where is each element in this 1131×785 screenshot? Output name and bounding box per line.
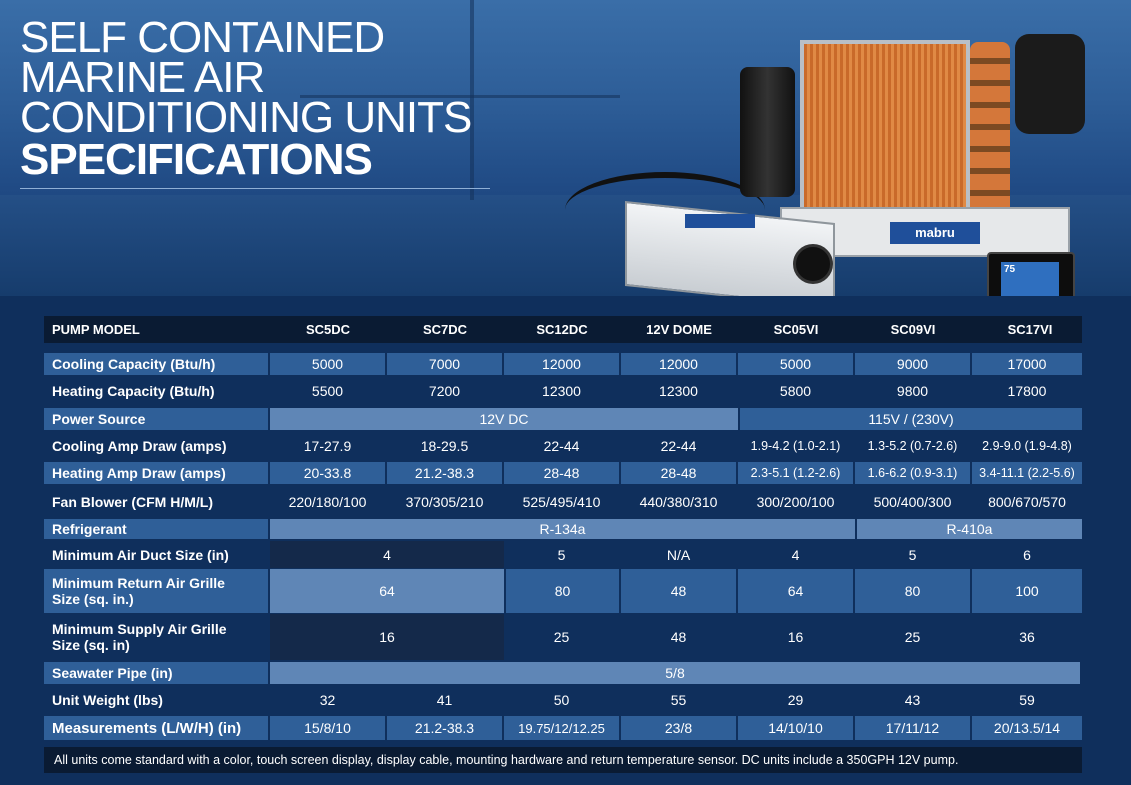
table-cell: 1.6-6.2 (0.9-3.1) [855, 462, 970, 484]
table-cell: 32 [319, 692, 336, 708]
row-label: Seawater Pipe (in) [44, 662, 268, 684]
table-cell: 6 [1023, 546, 1031, 563]
blower-motor [1015, 34, 1085, 134]
table-cell: 29 [787, 692, 804, 708]
table-cell: 28-48 [504, 462, 619, 484]
table-cell: 23/8 [621, 716, 736, 740]
table-cell: 17000 [972, 353, 1082, 375]
row-label-line: Minimum Return Air Grille [52, 575, 225, 591]
table-cell: 48 [621, 569, 736, 613]
table-cell: 9800 [896, 383, 929, 399]
table-cell-merged: 16 [270, 614, 504, 660]
specifications-table [44, 316, 1082, 737]
table-cell: 220/180/100 [288, 494, 367, 510]
table-cell: 80 [855, 569, 970, 613]
table-cell: 4 [791, 546, 800, 563]
table-cell: 500/400/300 [873, 494, 952, 510]
table-cell: 17800 [1007, 383, 1047, 399]
table-cell: 50 [553, 692, 570, 708]
table-cell: 3.4-11.1 (2.2-5.6) [972, 462, 1082, 484]
table-cell: 25 [553, 629, 570, 645]
table-row [44, 519, 1082, 539]
table-cell: 7200 [428, 383, 461, 399]
row-label: Cooling Capacity (Btu/h) [44, 353, 268, 375]
table-cell: 300/200/100 [756, 494, 835, 510]
display-screen: 75 [1001, 262, 1059, 296]
row-label: Heating Amp Draw (amps) [44, 462, 268, 484]
table-row [44, 541, 1082, 568]
table-cell: 525/495/410 [522, 494, 601, 510]
copper-coils [970, 42, 1010, 227]
model-header: SC12DC [536, 322, 588, 337]
row-label [44, 614, 268, 660]
footer-note: All units come standard with a color, touch screen display, display cable, mounting hardware and return temperature sensor. DC units include a 350GPH 12V pump. [44, 747, 1082, 773]
touch-display [987, 252, 1075, 296]
table-cell: 440/380/310 [639, 494, 718, 510]
table-row [44, 716, 1082, 740]
table-cell-merged: 4 [270, 541, 504, 568]
table-cell: 18-29.5 [420, 437, 469, 454]
table-cell: 21.2-38.3 [387, 462, 502, 484]
table-cell: 43 [904, 692, 921, 708]
table-cell: 2.3-5.1 (1.2-2.6) [738, 462, 853, 484]
title-line-1: SELF CONTAINED [20, 13, 385, 62]
table-cell: 28-48 [621, 462, 736, 484]
title-line-2: MARINE AIR [20, 53, 265, 102]
table-cell: 1.9-4.2 (1.0-2.1) [750, 438, 841, 453]
row-label: Unit Weight (lbs) [52, 692, 163, 708]
control-box-logo [685, 214, 755, 228]
model-header: 12V DOME [646, 322, 712, 337]
model-header: SC5DC [305, 322, 351, 337]
table-cell: 41 [436, 692, 453, 708]
table-row [44, 353, 1082, 375]
table-cell: 48 [670, 629, 687, 645]
table-cell: 2.9-9.0 (1.9-4.8) [982, 438, 1072, 453]
table-cell-merged: 64 [270, 569, 504, 613]
table-cell: 12300 [542, 383, 581, 399]
table-cell: 5500 [311, 383, 344, 399]
table-cell: 22-44 [543, 437, 580, 454]
row-label: Fan Blower (CFM H/M/L) [52, 494, 213, 510]
table-cell: 19.75/12/12.25 [504, 716, 619, 740]
table-cell: 17/11/12 [855, 716, 970, 740]
table-cell: 20-33.8 [270, 462, 385, 484]
table-cell: 21.2-38.3 [387, 716, 502, 740]
title-specifications: SPECIFICATIONS [20, 135, 372, 184]
table-cell-merged: 5/8 [270, 662, 1080, 684]
table-cell: 5800 [779, 383, 812, 399]
table-row [44, 488, 1082, 516]
row-label: Measurements (L/W/H) (in) [44, 716, 268, 740]
row-label: Power Source [44, 408, 268, 430]
table-cell: 7000 [387, 353, 502, 375]
table-cell: 5000 [738, 353, 853, 375]
table-cell-merged: 12V DC [270, 408, 738, 430]
table-cell-merged: R-134a [270, 519, 855, 539]
table-cell-merged: R-410a [857, 519, 1082, 539]
product-image [555, 22, 1115, 296]
title-divider [20, 188, 490, 189]
table-header [44, 316, 1082, 343]
title-line-3: CONDITIONING UNITS [20, 93, 472, 142]
table-cell: 17-27.9 [303, 437, 352, 454]
hero-banner [0, 0, 1131, 296]
row-label: Minimum Air Duct Size (in) [52, 546, 229, 563]
table-cell: 59 [1019, 692, 1035, 708]
table-cell: 12000 [504, 353, 619, 375]
model-header: SC17VI [1007, 322, 1053, 337]
row-label-line: Size (sq. in.) [52, 591, 134, 607]
table-cell: 64 [738, 569, 853, 613]
table-row [44, 686, 1082, 714]
table-row [44, 462, 1082, 484]
model-header: SC05VI [773, 322, 819, 337]
row-label-line: Minimum Supply Air Grille [52, 621, 227, 637]
table-cell: 14/10/10 [738, 716, 853, 740]
table-cell: 55 [670, 692, 687, 708]
row-label: Heating Capacity (Btu/h) [52, 383, 215, 399]
model-header: SC09VI [890, 322, 936, 337]
table-cell: 100 [972, 569, 1082, 613]
table-cell: 12000 [621, 353, 736, 375]
header-pump-model: PUMP MODEL [52, 322, 140, 337]
table-cell: 12300 [659, 383, 698, 399]
table-cell: 370/305/210 [405, 494, 484, 510]
compressor [740, 67, 795, 197]
row-label: Refrigerant [44, 519, 268, 539]
row-label-line: Size (sq. in) [52, 637, 130, 653]
table-cell: 36 [1019, 629, 1035, 645]
table-cell: 20/13.5/14 [972, 716, 1082, 740]
table-cell: N/A [666, 546, 691, 563]
fan-icon [793, 244, 833, 284]
table-cell: 80 [506, 569, 619, 613]
table-cell: 1.3-5.2 (0.7-2.6) [867, 438, 958, 453]
row-label [44, 569, 268, 613]
table-cell: 22-44 [660, 437, 697, 454]
model-header: SC7DC [422, 322, 468, 337]
table-cell-merged: 115V / (230V) [740, 408, 1082, 430]
table-cell: 15/8/10 [270, 716, 385, 740]
page-title [20, 13, 472, 184]
table-cell: 5 [557, 546, 566, 563]
table-cell: 5000 [270, 353, 385, 375]
table-cell: 800/670/570 [988, 494, 1066, 510]
table-cell: 9000 [855, 353, 970, 375]
brand-logo: mabru [890, 222, 980, 244]
table-row [44, 408, 1082, 430]
table-row [44, 379, 1082, 403]
table-cell: 5 [908, 546, 917, 563]
condenser-coil [800, 40, 970, 230]
row-label: Cooling Amp Draw (amps) [52, 437, 227, 454]
table-row [44, 569, 1082, 613]
table-row [44, 433, 1082, 458]
table-row [44, 614, 1082, 660]
table-cell: 25 [904, 629, 921, 645]
table-row [44, 662, 1082, 684]
table-cell: 16 [787, 629, 804, 645]
